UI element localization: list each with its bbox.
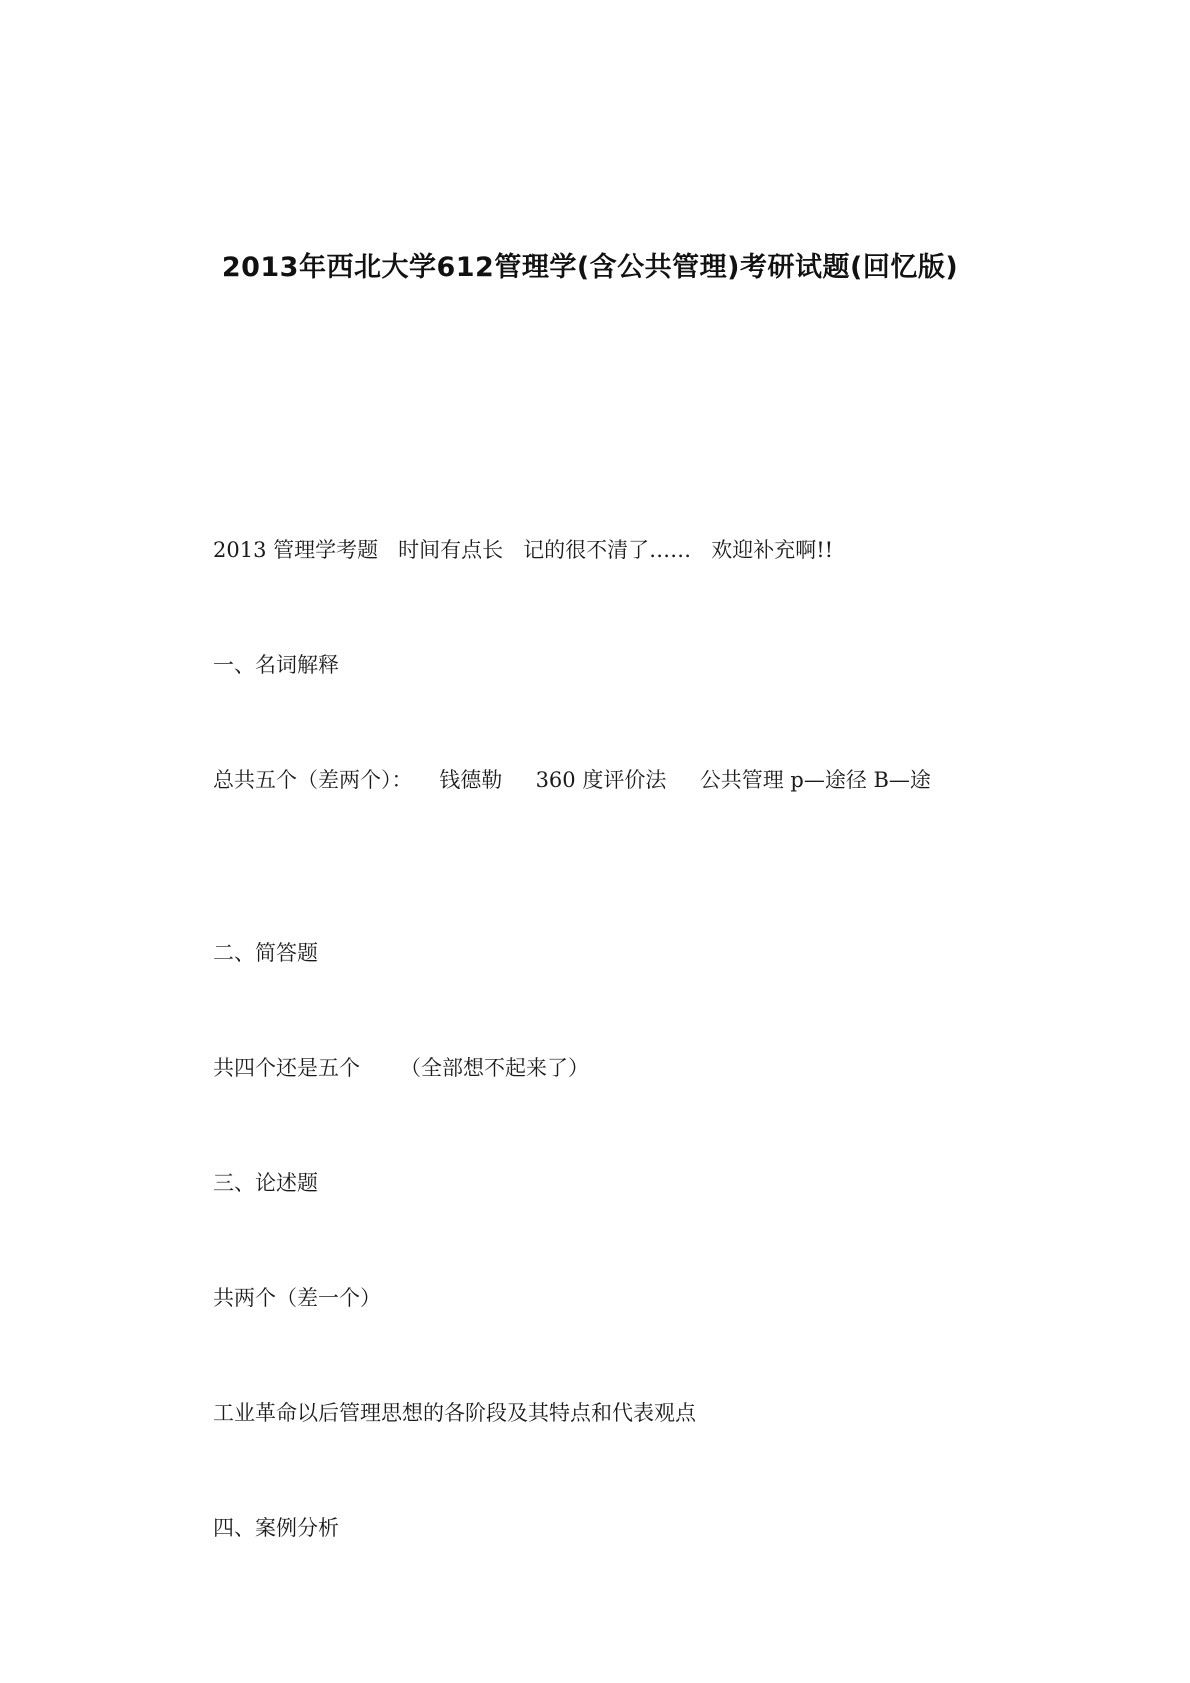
section-heading-essay: 三、论述题	[213, 1171, 318, 1195]
section-heading-case-analysis: 四、案例分析	[213, 1516, 339, 1540]
essay-count: 共两个（差一个）	[213, 1286, 381, 1310]
section-heading-terms: 一、名词解释	[213, 653, 339, 677]
essay-question: 工业革命以后管理思想的各阶段及其特点和代表观点	[213, 1401, 696, 1425]
intro-line: 2013 管理学考题 时间有点长 记的很不清了…… 欢迎补充啊!!	[213, 538, 834, 562]
section-heading-short-answer: 二、简答题	[213, 941, 318, 965]
document-title: 2013年西北大学612管理学(含公共管理)考研试题(回忆版)	[221, 252, 959, 283]
short-answer-content: 共四个还是五个 （全部想不起来了）	[213, 1056, 590, 1080]
terms-content: 总共五个（差两个）： 钱德勒 360 度评价法 公共管理 p—途径 B—途	[213, 768, 931, 792]
